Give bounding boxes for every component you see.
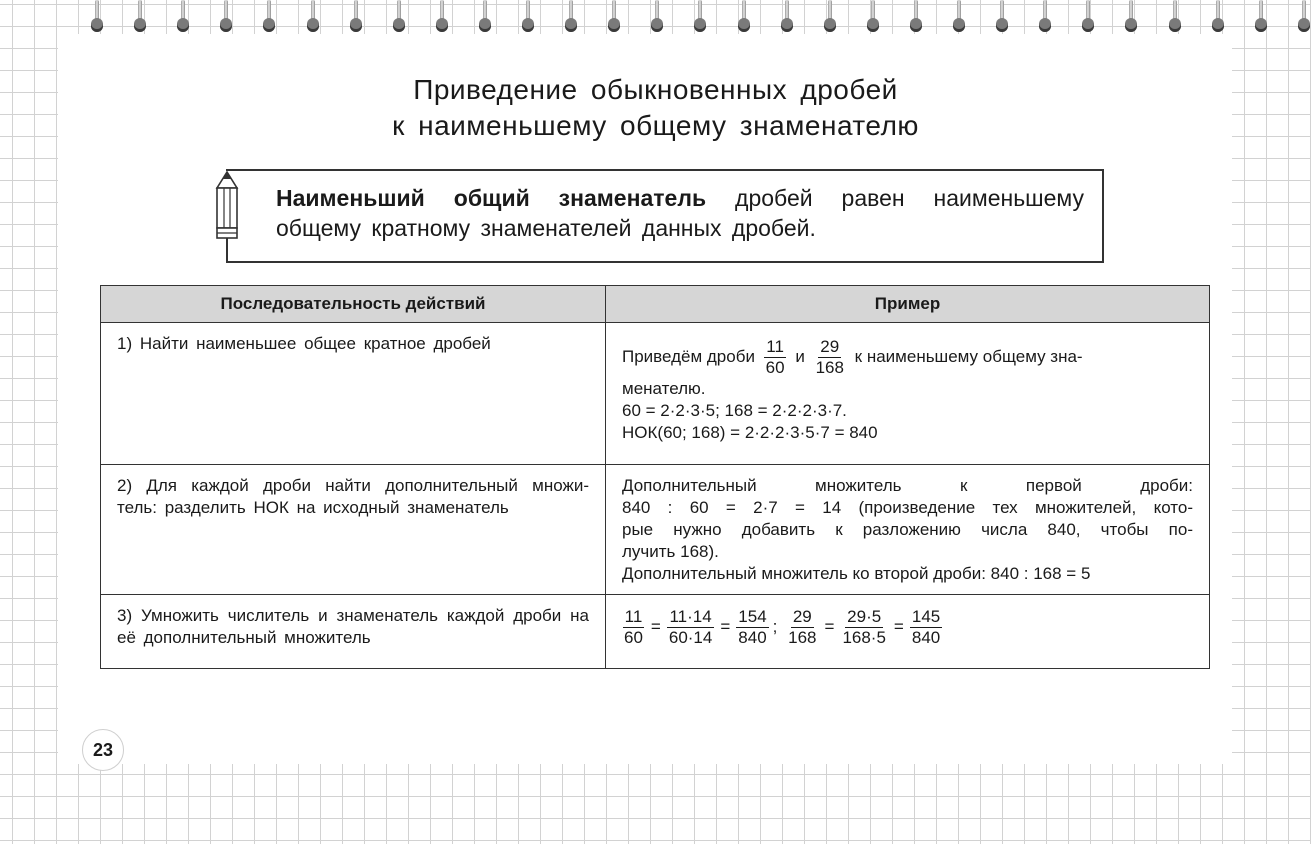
table-header-row [101,286,1210,323]
binding-ring [694,0,706,34]
binding-ring [1298,0,1310,34]
binding-ring [953,0,965,34]
binding-ring [220,0,232,34]
table-row [101,323,1210,465]
binding-ring [1125,0,1137,34]
binding-ring [307,0,319,34]
page-title-line-2: к наименьшему общему знаменателю [392,110,919,141]
binding-ring [1212,0,1224,34]
binding-ring [350,0,362,34]
binding-ring [479,0,491,34]
fraction-11-60: $\frac{11}{60}$ [624,607,643,647]
rule-box [226,169,1104,263]
step-1: 1) Найти наименьшее общее кратное дробей [101,323,606,465]
step-2: 2) Для каждой дроби найти дополнительный множи-тель: разделить НОК на исходный знаменатель [101,465,606,595]
binding-ring [1169,0,1181,34]
binding-ring [565,0,577,34]
binding-ring [1039,0,1051,34]
example-2-line-2: 840 : 60 = 2·7 = 14 (произведение тех множителей, кото- [622,498,1193,517]
rule-term: Наименьший общий знаменатель [276,185,707,211]
fraction-29-168: $\frac{29}{168}$ [788,607,817,647]
example-1 [606,323,1210,465]
rule-definition: дробей равен наименьшему общему кратному знаменателей данных дробей. [276,185,1084,241]
fraction-154-840: $\frac{154}{840}$ [738,607,767,647]
binding-ring [522,0,534,34]
rule-text [276,183,1084,243]
header-steps: Последовательность действий [101,286,606,323]
binding-ring [1082,0,1094,34]
header-example: Пример [606,286,1210,323]
example-2-line-5: Дополнительный множитель ко второй дроби: 840 : 168 = 5 [622,564,1091,583]
binding-ring [824,0,836,34]
binding-ring [134,0,146,34]
example-1-lcm: НОК(60; 168) = 2·2·2·3·5·7 = 840 [622,423,878,442]
example-2-line-1: Дополнительный множитель к первой дроби: [622,476,1193,495]
fraction-145-840: $\frac{145}{840}$ [911,607,941,647]
table-row [101,595,1210,669]
binding-ring [177,0,189,34]
binding-ring [781,0,793,34]
binding-ring [867,0,879,34]
example-1-factorization: 60 = 2·2·3·5; 168 = 2·2·2·3·7. [622,401,847,420]
fraction-29x5-168x5: $\frac{29\cdot 5}{168\cdot 5}$ [842,607,886,647]
example-1-intro-cont: менателю. [622,379,706,398]
binding-ring [91,0,103,34]
binding-ring [1255,0,1267,34]
rules-table [100,285,1210,669]
binding-ring [436,0,448,34]
binding-ring [738,0,750,34]
fraction-11x14-60x14: $\frac{11\cdot 14}{60\cdot 14}$ [668,607,713,647]
step-3: 3) Умножить числитель и знаменатель каждой дроби на её дополнительный множитель [101,595,606,669]
binding-ring [910,0,922,34]
fraction-29-168: $\frac{29}{168}$ [815,337,844,377]
example-3: $\frac{11}{60}$ = $\frac{11\cdot 14}{60\cdot 14}$ = $\frac{154}{840}$ ; $\frac{29}{168}$ = $\frac{29\cdot 5}{168\cdot 5}$ = $\frac{145}{840}$ [606,595,1210,669]
binding-ring [263,0,275,34]
binding-ring [393,0,405,34]
binding-ring [608,0,620,34]
table-row [101,465,1210,595]
example-2-line-4: лучить 168). [622,542,719,561]
binding-ring [996,0,1008,34]
page-number: 23 [82,729,124,771]
example-1-intro: Приведём дроби $\frac{11}{60}$ и $\frac{29}{168}$ к наименьшему общему зна- [622,337,1083,377]
binding-ring [651,0,663,34]
page-title-line-1: Приведение обыкновенных дробей [413,74,898,105]
pencil-icon [210,170,244,240]
example-2 [606,465,1210,595]
example-2-line-3: рые нужно добавить к разложению числа 840, чтобы по- [622,520,1193,539]
fraction-11-60: $\frac{11}{60}$ [765,337,785,377]
